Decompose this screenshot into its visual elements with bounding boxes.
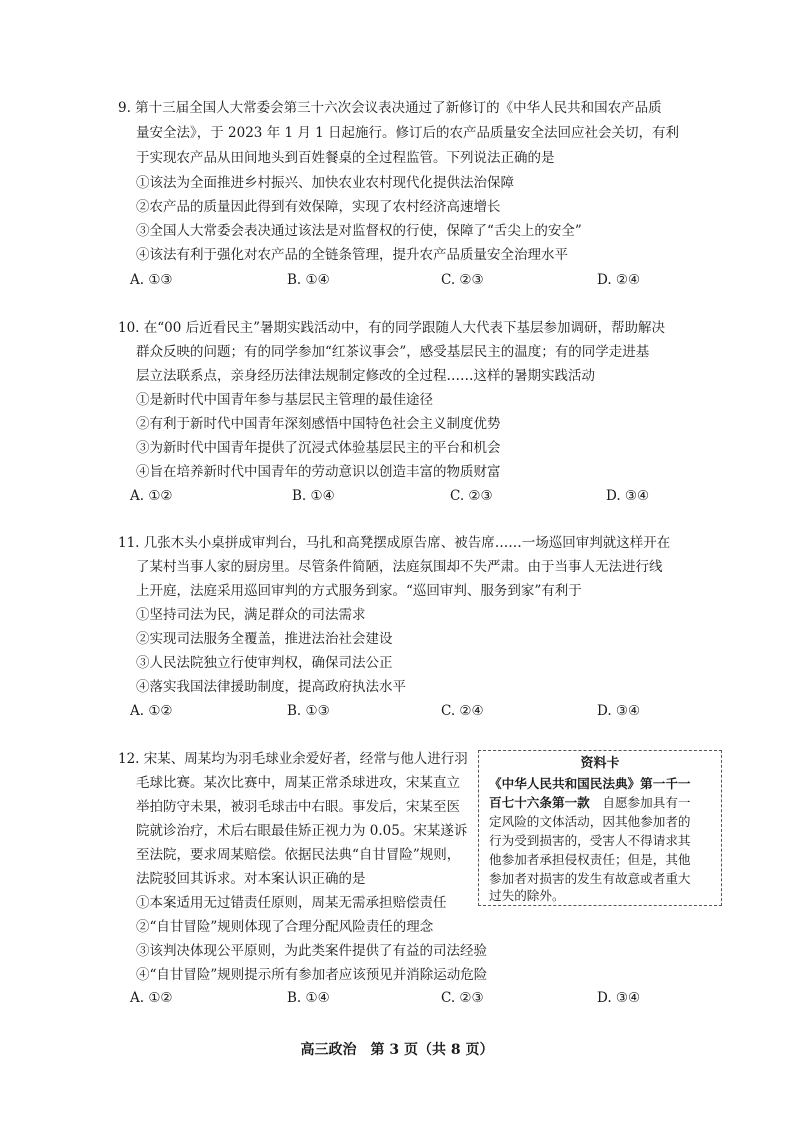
reference-card-line: 过失的除外。 [489,888,565,903]
q11-option-b: B. ①③ [287,703,330,719]
q12-line-5: 至法院，要求周某赔偿。依据民法典“自甘冒险”规则， [136,847,461,863]
q11-option-c: C. ②④ [441,703,484,719]
q10-option-b: B. ①④ [292,488,335,504]
q12-statement-1: ①本案适用无过错责任原则，周某无需承担赔偿责任 [136,895,447,911]
reference-card-line: 他参加者承担侵权责任；但是，其他 [489,852,691,867]
q10-statement-3: ③为新时代中国青年提供了沉浸式体验基层民主的平台和机会 [136,440,501,456]
q9-option-b: B. ①④ [287,272,330,288]
q11-option-d: D. ③④ [597,703,641,719]
reference-card-heading-line-2 [489,794,691,812]
q11-line-2: 了某村当事人家的厨房里。尽管条件简陋，法庭氛围却不失严肃。由于当事人无法进行线 [136,559,663,575]
q9-option-c: C. ②③ [441,272,484,288]
q12-option-d: D. ③④ [597,990,641,1006]
reference-card-heading-line-1: 《中华人民共和国民法典》第一千一 [489,776,691,791]
q9-statement-3: ③全国人大常委会表决通过该法是对监督权的行使，保障了“舌尖上的安全” [136,223,582,239]
q11-statement-2: ②实现司法服务全覆盖，推进法治社会建设 [136,631,393,647]
q10-option-d: D. ③④ [606,488,650,504]
q9-statement-1: ①该法为全面推进乡村振兴、加快农业农村现代化提供法治保障 [136,175,514,191]
reference-card-line: 定风险的文体活动，因其他参加者的 [489,814,691,829]
q9-statement-4: ④该法有利于强化对农产品的全链条管理，提升农产品质量安全治理水平 [136,247,568,263]
q9-line-2: 量安全法》，于 2023 年 1 月 1 日起施行。修订后的农产品质量安全法回应社会关切，有利 [136,125,680,141]
q12-statement-2: ②“自甘冒险”规则体现了合理分配风险责任的理念 [136,919,434,935]
reference-card-article-text-start: 自愿参加具有一 [589,795,691,810]
q12-option-c: C. ②③ [441,990,484,1006]
q12-statement-3: ③该判决体现公平原则，为此类案件提供了有益的司法经验 [136,943,487,959]
q10-line-2: 群众反映的问题；有的同学参加“红茶议事会”，感受基层民主的温度；有的同学走进基 [136,344,650,360]
q12-line-2: 毛球比赛。某次比赛中，周某正常杀球进攻，宋某直立 [136,775,460,791]
q11-statement-1: ①坚持司法为民，满足群众的司法需求 [136,607,366,623]
q11-line-3: 上开庭，法庭采用巡回审判的方式服务到家。“巡回审判、服务到家”有利于 [136,583,582,599]
q11-statement-3: ③人民法院独立行使审判权，确保司法公正 [136,655,393,671]
q9-line-1: 9. 第十三届全国人大常委会第三十六次会议表决通过了新修订的《中华人民共和国农产品质 [118,100,662,116]
q11-line-1: 11. 几张木头小桌拼成审判台，马扎和高凳摆成原告席、被告席……一场巡回审判就这样开在 [118,535,671,551]
q10-statement-1: ①是新时代中国青年参与基层民主管理的最佳途径 [136,392,433,408]
q10-line-3: 层立法联系点，亲身经历法律法规制定修改的全过程……这样的暑期实践活动 [136,368,595,384]
q12-line-6: 法院驳回其诉求。对本案认识正确的是 [136,871,366,887]
q11-statement-4: ④落实我国法律援助制度，提高政府执法水平 [136,679,406,695]
q12-option-a: A. ①② [130,990,173,1006]
q12-option-b: B. ①④ [287,990,330,1006]
reference-card-line: 参加者对损害的发生有故意或者重大 [489,871,691,886]
reference-card-line: 行为受到损害的，受害人不得请求其 [489,833,691,848]
q12-line-3: 举拍防守未果，被羽毛球击中右眼。事发后，宋某至医 [136,799,460,815]
q10-option-a: A. ①② [130,488,173,504]
reference-card [478,750,722,906]
reference-card-title: 资料卡 [580,756,620,771]
q9-line-3: 于实现农产品从田间地头到百姓餐桌的全过程监管。下列说法正确的是 [136,150,555,166]
q10-option-c: C. ②③ [450,488,493,504]
q9-statement-2: ②农产品的质量因此得到有效保障，实现了农村经济高速增长 [136,199,501,215]
q12-statement-4: ④“自甘冒险”规则提示所有参加者应该预见并消除运动危险 [136,967,488,983]
q11-option-a: A. ①② [130,703,173,719]
q10-line-1: 10. 在“00 后近看民主”暑期实践活动中，有的同学跟随人大代表下基层参加调研，帮助解决 [118,320,666,336]
q9-option-a: A. ①③ [130,272,173,288]
q9-option-d: D. ②④ [597,272,641,288]
reference-card-article-number: 百七十六条第一款 [489,795,590,810]
q10-statement-2: ②有利于新时代中国青年深刻感悟中国特色社会主义制度优势 [136,416,501,432]
q12-line-4: 院就诊治疗，术后右眼最佳矫正视力为 0.05。宋某遂诉 [136,823,468,839]
q10-statement-4: ④旨在培养新时代中国青年的劳动意识以创造丰富的物质财富 [136,464,501,480]
page-footer: 高三政治 第 3 页（共 8 页） [300,1042,494,1058]
q12-line-1: 12. 宋某、周某均为羽毛球业余爱好者，经常与他人进行羽 [118,751,468,767]
